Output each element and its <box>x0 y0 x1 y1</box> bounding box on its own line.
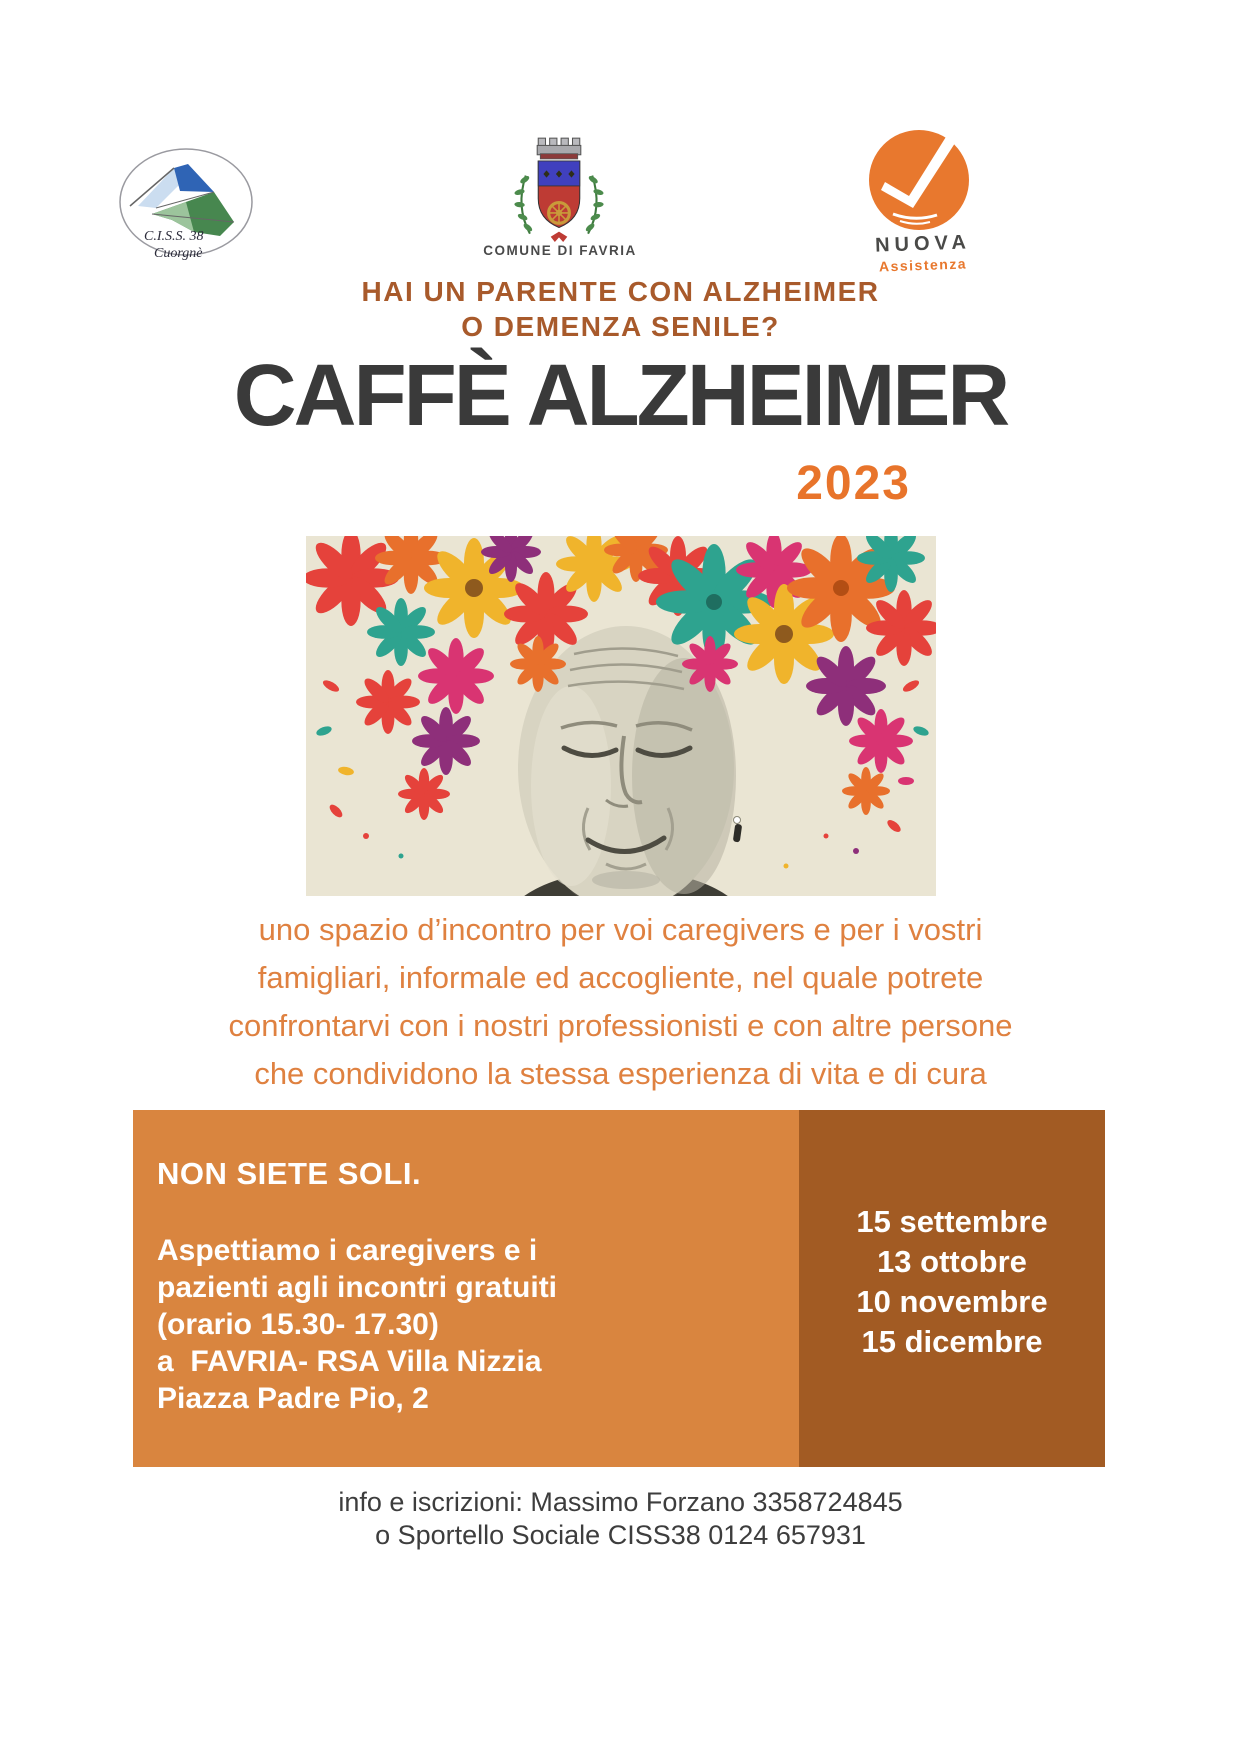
intro-line: che condividono la stessa esperienza di vita e di cura <box>254 1056 987 1091</box>
intro-line: confrontarvi con i nostri professionisti e con altre persone <box>228 1008 1013 1043</box>
ribbon-icon <box>551 232 568 242</box>
footer-line1: info e iscrizioni: Massimo Forzano 3358724845 <box>338 1487 903 1517</box>
info-box <box>133 1110 799 1467</box>
shield-icon <box>538 161 580 227</box>
dates-box <box>799 1110 1105 1467</box>
info-line: pazienti agli incontri gratuiti <box>157 1271 558 1304</box>
nuova-logo-subtext: Assistenza <box>878 255 968 275</box>
footer-contact <box>0 1486 1241 1552</box>
comune-caption: COMUNE DI FAVRIA <box>483 243 637 258</box>
intro-line: famigliari, informale ed accogliente, nel quale potrete <box>257 960 984 995</box>
nuova-logo-text: NUOVA <box>874 231 972 257</box>
ciss38-logo <box>116 140 256 268</box>
wheel-icon <box>549 203 570 224</box>
headline-line2: O DEMENZA SENILE? <box>461 311 780 342</box>
intro-paragraph <box>70 906 1171 1098</box>
elderly-woman-flowers-illustration <box>306 536 936 896</box>
checkmark-circle-icon <box>853 122 993 238</box>
info-box-heading: NON SIETE SOLI. <box>157 1156 422 1191</box>
poster-title: CAFFÈ ALZHEIMER <box>233 347 1008 444</box>
info-line: (orario 15.30- 17.30) <box>157 1308 439 1341</box>
intro-line: uno spazio d’incontro per voi caregivers e per i vostri <box>258 912 983 947</box>
dates-list <box>799 1202 1105 1362</box>
date-item: 13 ottobre <box>877 1244 1027 1279</box>
mural-crown-icon <box>537 138 581 159</box>
comune-favria-crest <box>496 134 622 242</box>
headline-line1: HAI UN PARENTE CON ALZHEIMER <box>361 276 880 307</box>
poster-year: 2023 <box>796 457 911 510</box>
info-line: a FAVRIA- RSA Villa Nizzia <box>157 1345 542 1378</box>
nuova-assistenza-logo <box>848 122 998 273</box>
date-item: 10 novembre <box>856 1284 1048 1319</box>
ciss-logo-text-line2: Cuorgnè <box>154 246 203 261</box>
ciss-logo-text-line1: C.I.S.S. 38 <box>144 229 204 244</box>
info-line: Piazza Padre Pio, 2 <box>157 1382 429 1415</box>
info-box-lines <box>157 1232 799 1417</box>
footer-line2: o Sportello Sociale CISS38 0124 657931 <box>375 1520 866 1550</box>
date-item: 15 dicembre <box>861 1324 1043 1359</box>
date-item: 15 settembre <box>856 1204 1048 1239</box>
info-line: Aspettiamo i caregivers e i <box>157 1234 538 1267</box>
